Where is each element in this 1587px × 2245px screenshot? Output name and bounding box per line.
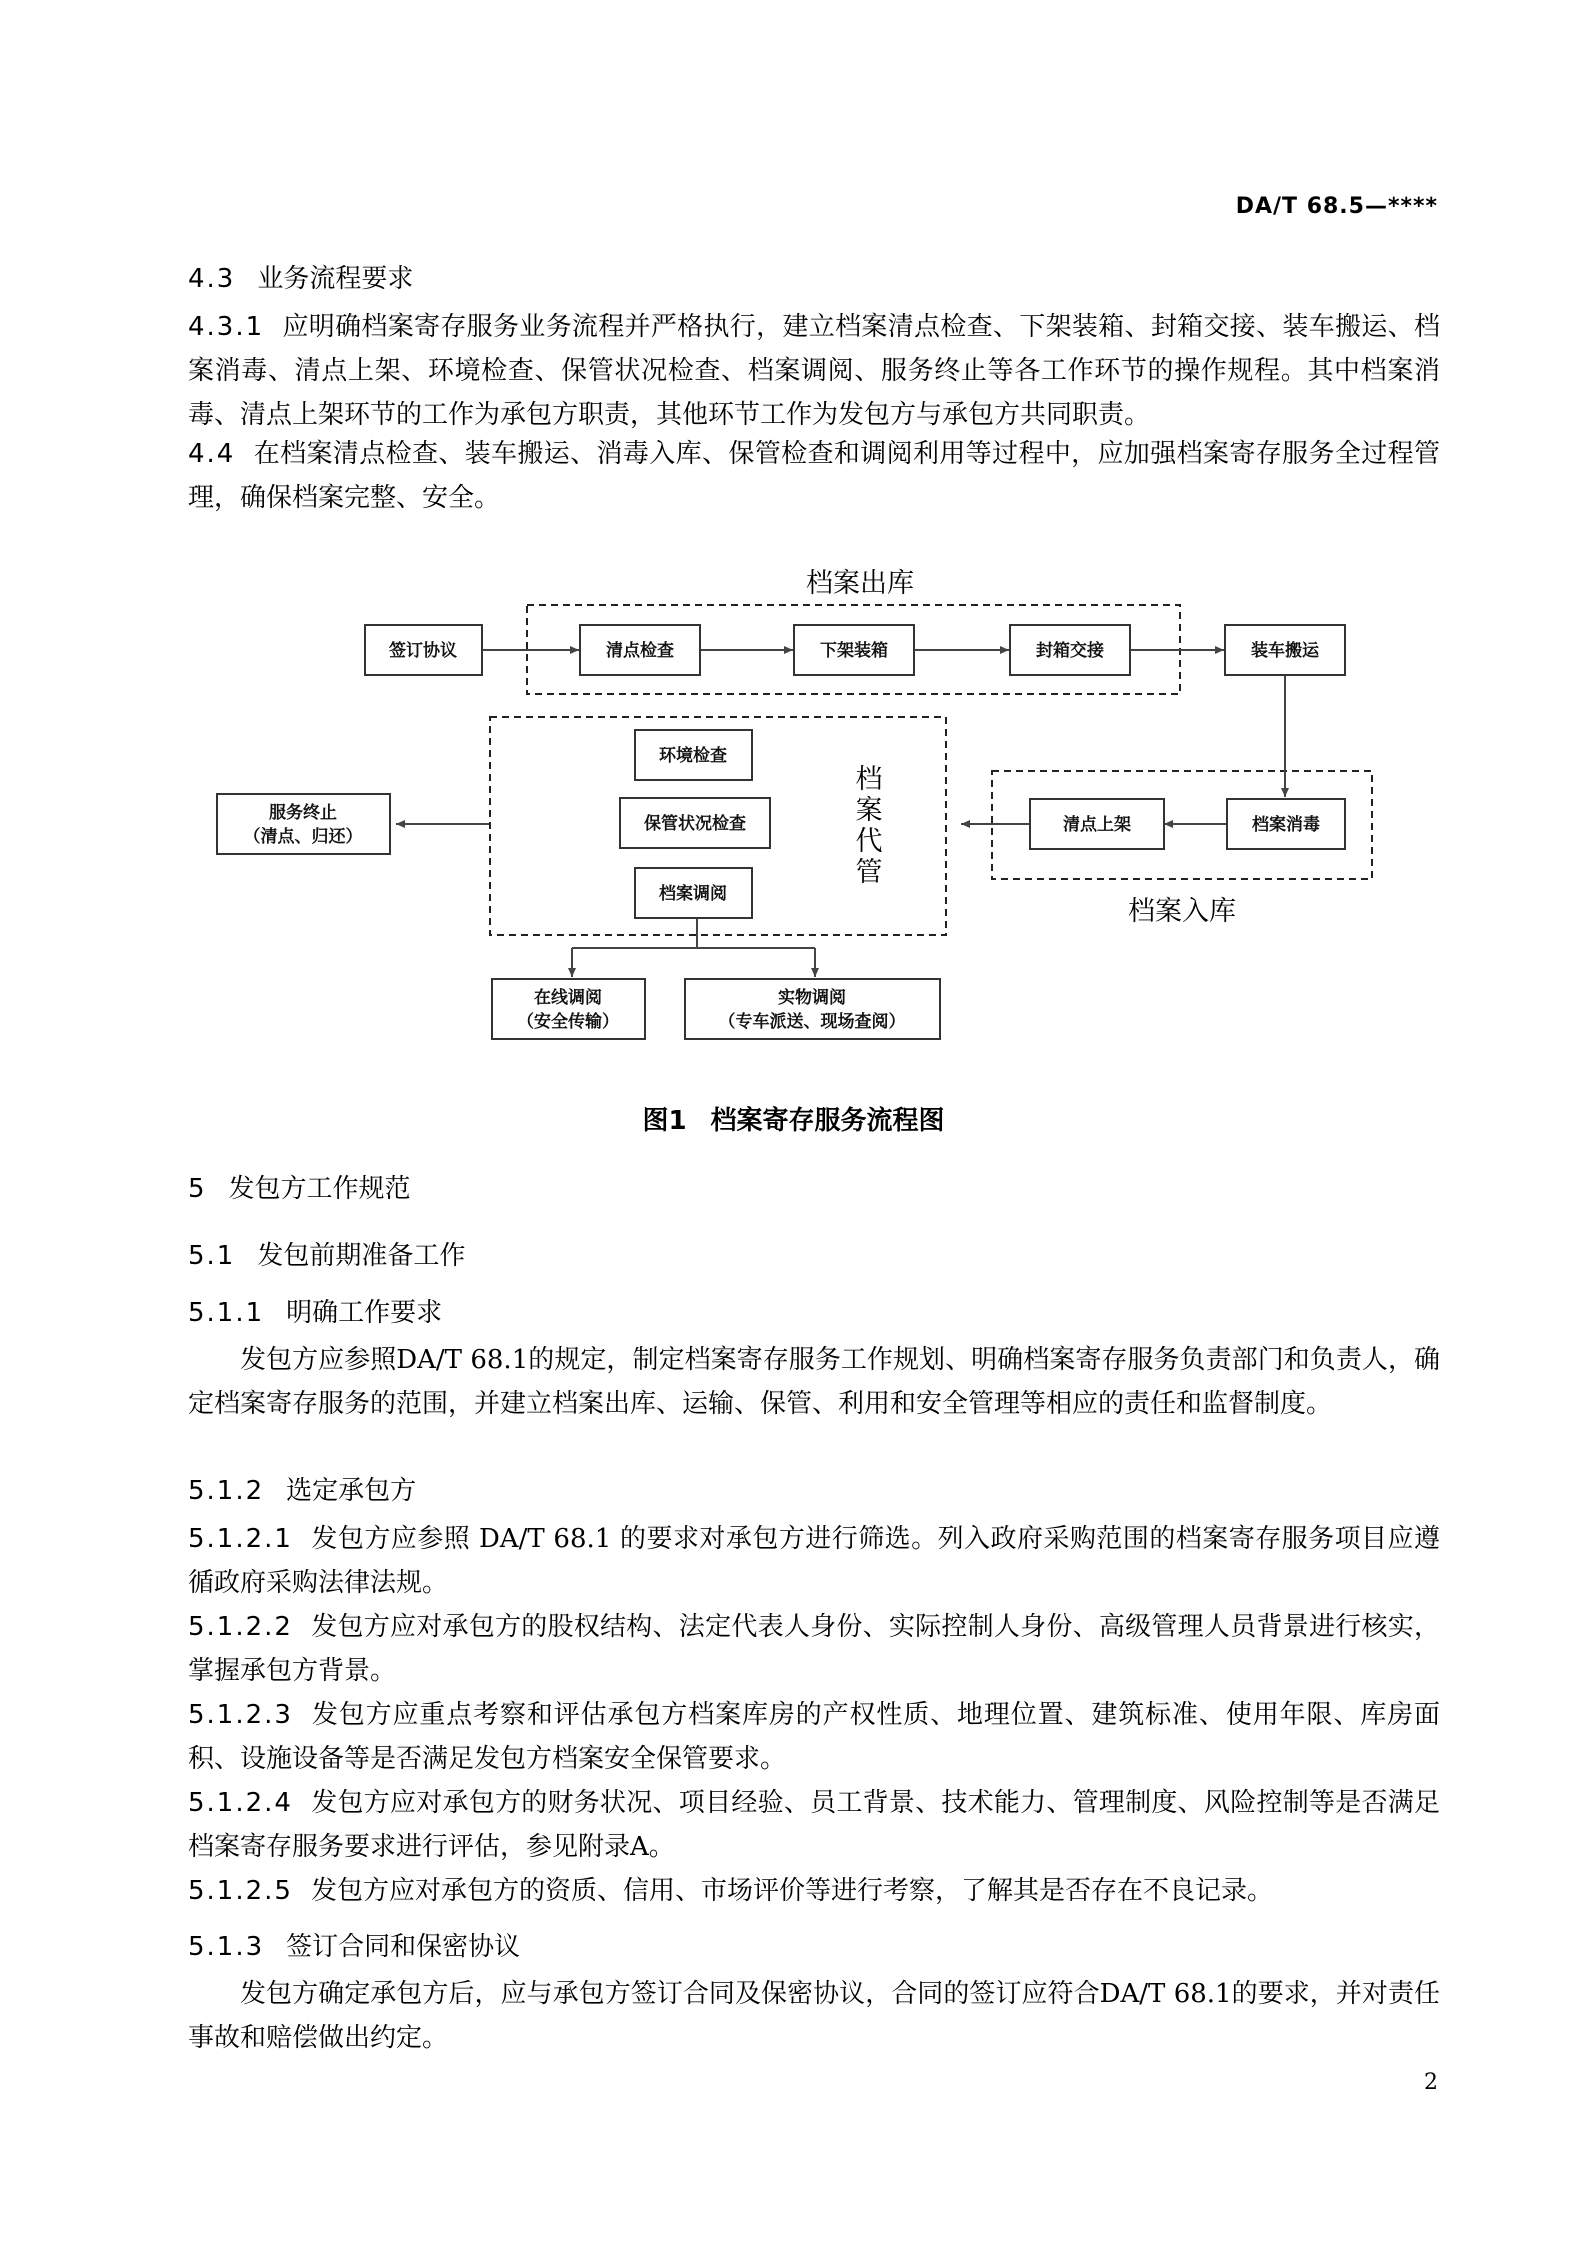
clause-number: 5.1.2.2	[188, 1612, 293, 1642]
figure-number: 图1	[642, 1106, 687, 1136]
section-number: 5.1	[188, 1241, 236, 1271]
inbound-group-label: 档案入库	[1128, 896, 1236, 927]
clause-number: 5.1.2.3	[188, 1700, 293, 1730]
section-number: 5.1.2	[188, 1476, 265, 1506]
clause-text: 发包方确定承包方后，应与承包方签订合同及保密协议，合同的签订应符合DA/T 68.1的要求，并对责任事故和赔偿做出约定。	[188, 1979, 1440, 2053]
custody-label-char-3: 代	[855, 826, 883, 857]
clause-text: 发包方应对承包方的财务状况、项目经验、员工背景、技术能力、管理制度、风险控制等是否满足档案寄存服务要求进行评估，参见附录A。	[188, 1788, 1440, 1862]
paragraph-5-1-2-3	[188, 1693, 1440, 1781]
clause-text: 应明确档案寄存服务业务流程并严格执行，建立档案清点检查、下架装箱、封箱交接、装车搬运、档案消毒、清点上架、环境检查、保管状况检查、档案调阅、服务终止等各工作环节的操作规程。其中档案消毒、清点上架环节的工作为承包方职责，其他环节工作为发包方与承包方共同职责。	[188, 312, 1440, 430]
section-heading-5-1-3	[188, 1926, 520, 1963]
clause-text: 发包方应参照DA/T 68.1的规定，制定档案寄存服务工作规划、明确档案寄存服务负责部门和负责人，确定档案寄存服务的范围，并建立档案出库、运输、保管、利用和安全管理等相应的责任和监督制度。	[188, 1345, 1440, 1419]
section-number: 4.3	[188, 264, 236, 294]
section-heading-5	[188, 1168, 411, 1205]
section-title: 业务流程要求	[257, 264, 414, 294]
paragraph-5-1-2-5	[188, 1869, 1440, 1913]
paragraph-5-1-2-2	[188, 1605, 1440, 1693]
node-label-online-1: 在线调阅	[534, 988, 602, 1008]
node-label-access: 档案调阅	[659, 884, 727, 904]
node-label-online-2: （安全传输）	[517, 1012, 619, 1032]
custody-label-char-4: 管	[855, 857, 883, 888]
section-number: 5.1.3	[188, 1932, 265, 1962]
section-number: 5	[188, 1174, 207, 1204]
clause-text: 发包方应对承包方的资质、信用、市场评价等进行考察，了解其是否存在不良记录。	[310, 1876, 1273, 1906]
section-title: 选定承包方	[286, 1476, 417, 1506]
node-label-disinfect: 档案消毒	[1252, 815, 1320, 835]
node-label-env: 环境检查	[659, 746, 727, 766]
node-label-sign: 签订协议	[389, 641, 457, 661]
paragraph-5-1-2-4	[188, 1781, 1440, 1869]
clause-text: 在档案清点检查、装车搬运、消毒入库、保管检查和调阅利用等过程中，应加强档案寄存服务全过程管理，确保档案完整、安全。	[188, 439, 1440, 513]
node-label-terminate-2: （清点、归还）	[243, 827, 363, 847]
clause-number: 4.3.1	[188, 312, 265, 342]
clause-number: 5.1.2.1	[188, 1524, 293, 1554]
node-label-seal: 封箱交接	[1036, 641, 1104, 661]
custody-label-char-1: 档	[855, 764, 883, 795]
node-label-physical-2: （专车派送、现场查阅）	[718, 1012, 906, 1032]
clause-text: 发包方应参照 DA/T 68.1 的要求对承包方进行筛选。列入政府采购范围的档案寄存服务项目应遵循政府采购法律法规。	[188, 1524, 1440, 1598]
figure-title: 档案寄存服务流程图	[710, 1106, 945, 1136]
clause-text: 发包方应对承包方的股权结构、法定代表人身份、实际控制人身份、高级管理人员背景进行核实，掌握承包方背景。	[188, 1612, 1440, 1686]
section-title: 明确工作要求	[286, 1298, 443, 1328]
paragraph-5-1-2-1	[188, 1517, 1440, 1605]
outbound-group-label: 档案出库	[806, 568, 914, 599]
node-label-unshelve: 下架装箱	[820, 641, 888, 661]
clause-text: 发包方应重点考察和评估承包方档案库房的产权性质、地理位置、建筑标准、使用年限、库房面积、设施设备等是否满足发包方档案安全保管要求。	[188, 1700, 1440, 1774]
flow-diagram	[0, 0, 1587, 1090]
figure-caption	[0, 1100, 1587, 1137]
clause-number: 4.4	[188, 439, 236, 469]
section-title: 发包前期准备工作	[257, 1241, 466, 1271]
node-label-terminate-1: 服务终止	[269, 803, 337, 823]
page-number: 2	[1424, 2070, 1438, 2095]
node-label-storage: 保管状况检查	[644, 814, 746, 834]
section-heading-5-1	[188, 1235, 465, 1272]
paragraph-5-1-1	[188, 1338, 1440, 1426]
document-code: DA/T 68.5—****	[1235, 194, 1438, 219]
clause-number: 5.1.2.4	[188, 1788, 293, 1818]
node-label-load: 装车搬运	[1251, 641, 1319, 661]
section-heading-5-1-2	[188, 1470, 416, 1507]
section-heading-5-1-1	[188, 1292, 442, 1329]
paragraph-5-1-3	[188, 1972, 1440, 2060]
node-label-physical-1: 实物调阅	[778, 988, 846, 1008]
node-label-shelve: 清点上架	[1063, 815, 1131, 835]
node-label-check: 清点检查	[606, 641, 674, 661]
section-title: 发包方工作规范	[228, 1174, 411, 1204]
custody-label-char-2: 案	[855, 795, 883, 826]
section-title: 签订合同和保密协议	[286, 1932, 521, 1962]
section-number: 5.1.1	[188, 1298, 265, 1328]
clause-number: 5.1.2.5	[188, 1876, 293, 1906]
